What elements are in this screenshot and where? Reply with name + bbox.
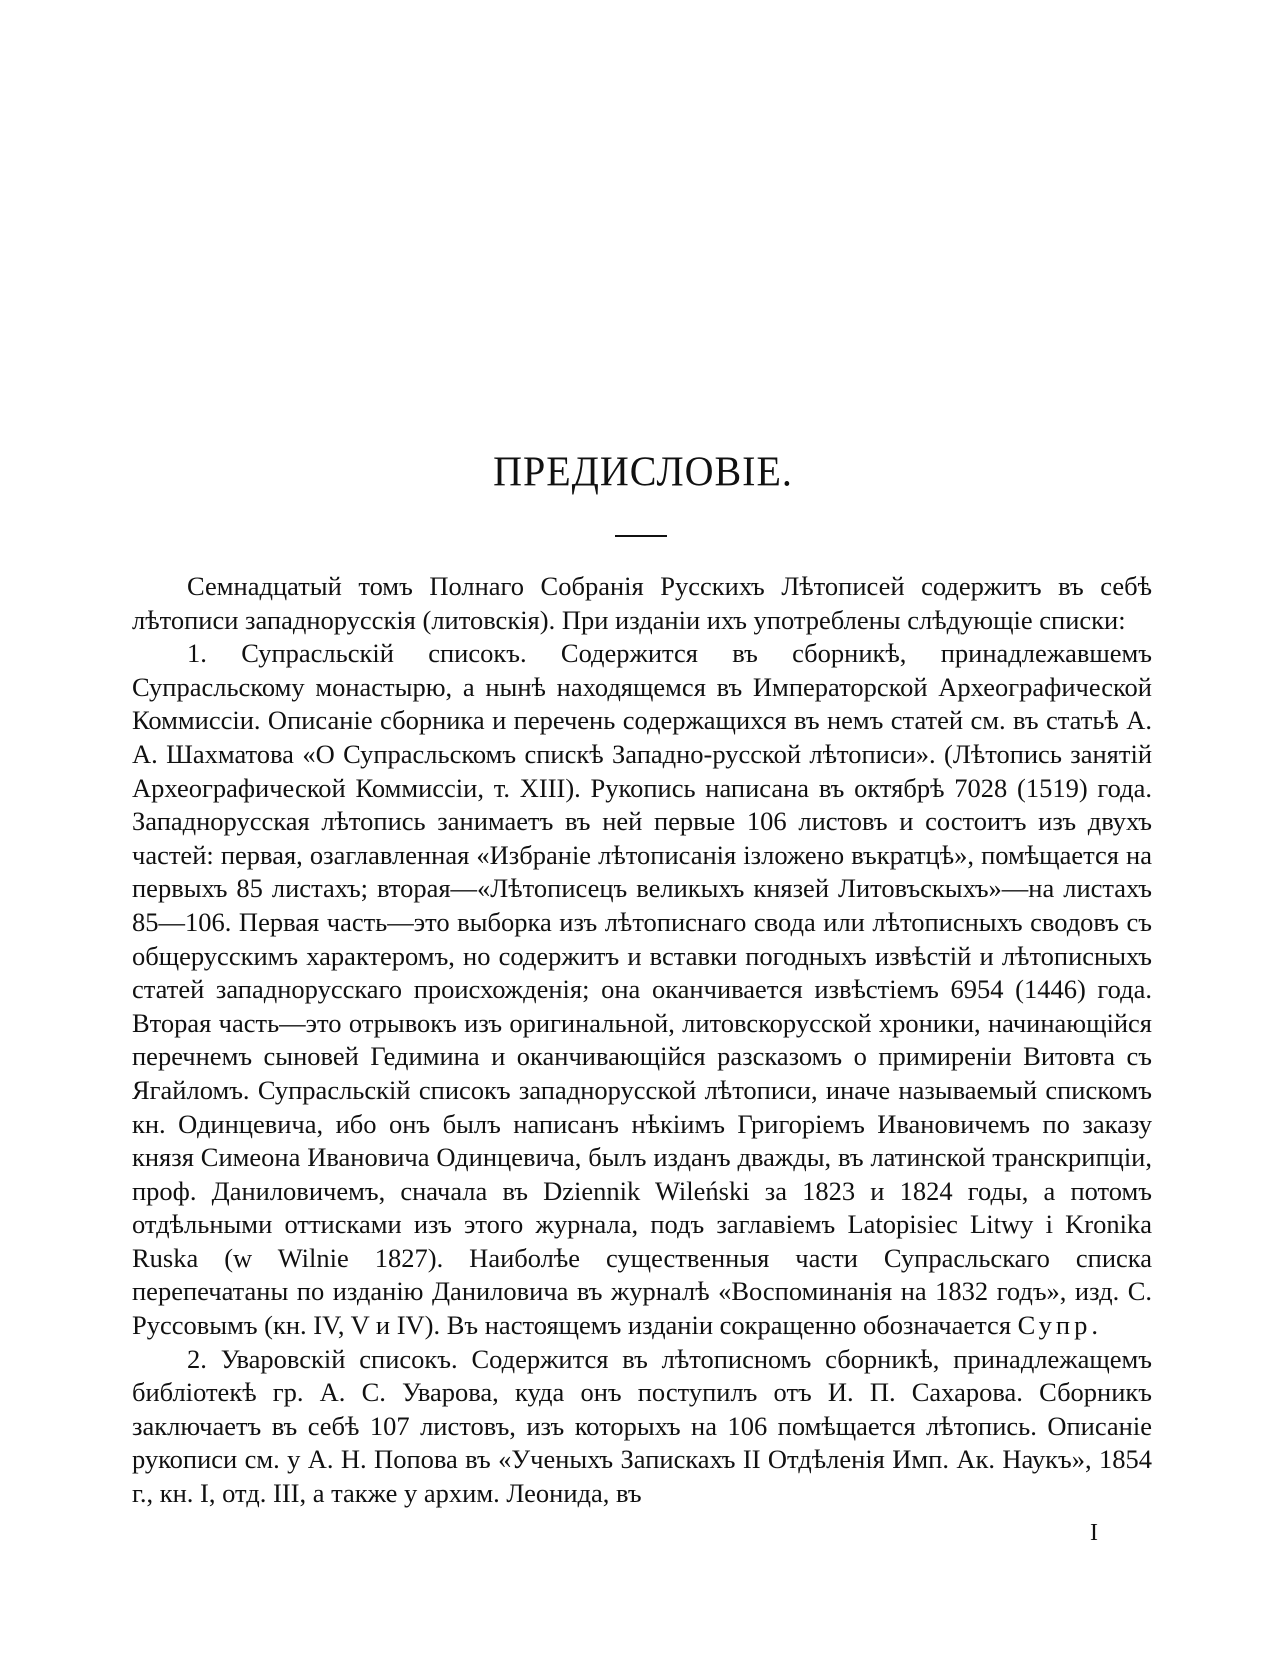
paragraph-intro: Семнадцатый томъ Полнаго Собранія Русскихъ Лѣтописей содержитъ въ себѣ лѣтописи западнорусскія (литовскія). При изданіи ихъ употреблены слѣдующіе списки: [132, 571, 1152, 635]
paragraph-list-item-1-text: 1. Супрасльскій списокъ. Содержится въ сборникѣ, принадлежавшемъ Супрасльскому монастырю, а нынѣ находящемся въ Императорской Археографической Коммиссіи. Описаніе сборника и перечень содержащихся въ немъ статей см. въ статьѣ А. А. Шахматова «О Супрасльскомъ спискѣ Западно-русской лѣтописи». (Лѣтопись занятій Археографической Коммиссіи, т. XIII). Рукопись написана въ октябрѣ 7028 (1519) года. Западнорусская лѣтопись занимаетъ въ ней первые 106 листовъ и состоитъ изъ двухъ частей: первая, озаглавленная «Избраніе лѣтописанія ізложено въкратцѣ», помѣщается на первыхъ 85 листахъ; вторая—«Лѣтописецъ великыхъ князей Литовъскыхъ»—на листахъ 85—106. Первая часть—это выборка изъ лѣтописнаго свода или лѣтописныхъ сводовъ съ общерусскимъ характеромъ, но содержитъ и вставки погодныхъ извѣстій и лѣтописныхъ статей западнорусскаго происхожденія; она оканчивается извѣстіемъ 6954 (1446) года. Вторая часть—это отрывокъ изъ оригинальной, литовскорусской хроники, начинающійся перечнемъ сыновей Гедимина и оканчивающійся разсказомъ о примиреніи Витовта съ Ягайломъ. Супрасльскій списокъ западнорусской лѣтописи, иначе называемый спискомъ кн. Одинцевича, ибо онъ былъ написанъ нѣкіимъ Григоріемъ Ивановичемъ по заказу князя Симеона Ивановича Одинцевича, былъ изданъ дважды, въ латинской транскрипціи, проф. Даниловичемъ, сначала въ Dziennik Wileński за 1823 и 1824 годы, а потомъ отдѣльными оттисками изъ этого журнала, подъ заглавіемъ Latopisiec Litwy i Kronika Ruska (w Wilnie 1827). Наиболѣе существенныя части Супрасльскаго списка перепечатаны по изданію Даниловича въ журналѣ «Воспоминанія на 1832 годъ», изд. С. Руссовымъ (кн. IV, V и IV). Въ настоящемъ изданіи сокращенно обозначается [132, 638, 1152, 1341]
paragraph-list-item-1 [132, 637, 1152, 1342]
paragraph-list-item-2: 2. Уваровскій списокъ. Содержится въ лѣтописномъ сборникѣ, принадлежащемъ библіотекѣ гр. А. С. Уварова, куда онъ поступилъ отъ И. П. Сахарова. Сборникъ заключаетъ въ себѣ 107 листовъ, изъ которыхъ на 106 помѣщается лѣтопись. Описаніе рукописи см. у А. Н. Попова въ «Ученыхъ Запискахъ II Отдѣленія Имп. Ак. Наукъ», 1854 г., кн. I, отд. III, а также у архим. Леонида, въ [132, 1343, 1152, 1509]
title-divider [615, 535, 667, 537]
body-text [132, 570, 1152, 1511]
page-number: I [1090, 1520, 1098, 1546]
page-title: ПРЕДИСЛОВІЕ. [493, 447, 793, 496]
abbreviation-supr: Супр. [1017, 1310, 1102, 1341]
